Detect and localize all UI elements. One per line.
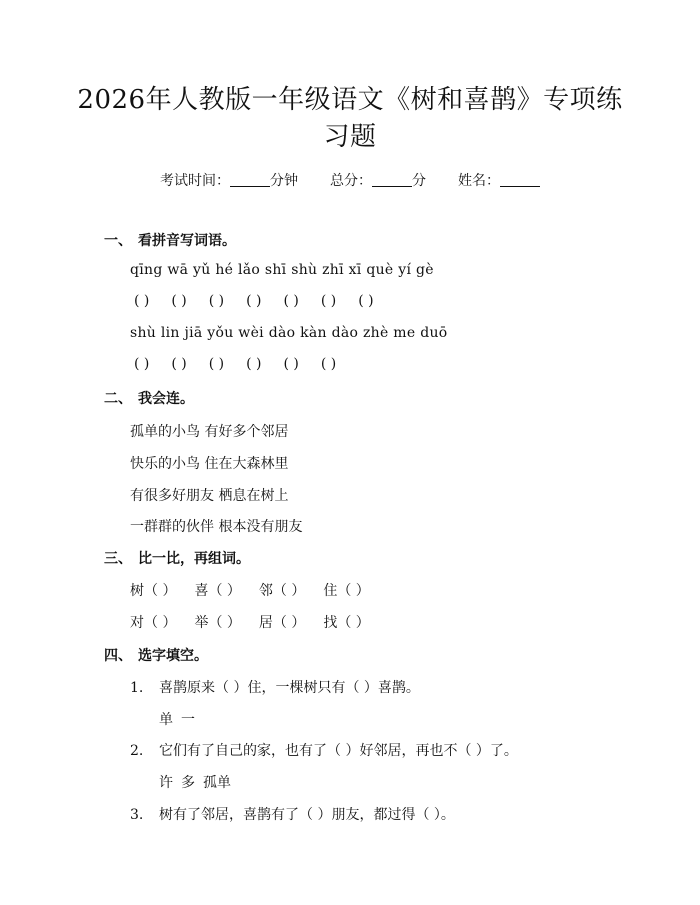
word-group-item[interactable]: 举（ ） (194, 615, 241, 631)
name-blank (500, 174, 540, 187)
section-3-heading: 三、 比一比，再组词。 (104, 551, 250, 567)
answer-blank[interactable]: ( ) (171, 293, 187, 309)
exam-info-line (0, 170, 700, 190)
option: 孤单 (203, 775, 231, 791)
word-group-row-1 (130, 580, 388, 600)
pinyin-line-1: qīng wā yǔ hé lǎo shī shù zhī xī què yí gè (130, 262, 434, 278)
match-line: 孤单的小鸟 有好多个邻居 (130, 424, 289, 440)
answer-blank[interactable]: ( ) (358, 293, 374, 309)
word-group-item[interactable]: 喜（ ） (194, 583, 241, 599)
blank-row-1 (134, 293, 396, 309)
section-1-heading: 一、 看拼音写词语。 (104, 233, 236, 249)
score-label: 总分： (330, 173, 372, 189)
option: 一 (181, 712, 195, 728)
score-blank (372, 174, 412, 187)
word-group-item[interactable]: 居（ ） (258, 615, 306, 631)
word-group-item[interactable]: 邻（ ） (258, 583, 306, 599)
answer-blank[interactable]: ( ) (283, 356, 299, 372)
question-text: 它们有了自己的家，也有了（ ）好邻居，再也不（ ）了。 (159, 743, 518, 759)
match-line: 快乐的小鸟 住在大森林里 (130, 456, 289, 472)
answer-blank[interactable]: ( ) (171, 356, 187, 372)
answer-blank[interactable]: ( ) (246, 356, 262, 372)
match-line: 有很多好朋友 栖息在树上 (130, 488, 289, 504)
answer-blank[interactable]: ( ) (320, 293, 337, 309)
question-2-options (159, 772, 239, 792)
answer-blank[interactable]: ( ) (320, 356, 337, 372)
answer-blank[interactable]: ( ) (134, 356, 150, 372)
time-blank (230, 174, 270, 187)
option: 多 (181, 775, 195, 791)
answer-blank[interactable]: ( ) (208, 293, 225, 309)
match-line: 一群群的伙伴 根本没有朋友 (130, 519, 303, 535)
word-group-item[interactable]: 对（ ） (130, 615, 177, 631)
pinyin-line-2: shù lin jiā yǒu wèi dào kàn dào zhè me duō (130, 325, 448, 341)
answer-blank[interactable]: ( ) (208, 356, 225, 372)
score-unit: 分 (412, 173, 426, 189)
answer-blank[interactable]: ( ) (283, 293, 299, 309)
word-group-item[interactable]: 树（ ） (130, 583, 177, 599)
question-1-options (159, 709, 203, 729)
name-label: 姓名： (458, 173, 500, 189)
word-group-item[interactable]: 住（ ） (323, 583, 370, 599)
time-unit: 分钟 (270, 173, 298, 189)
page-title: 2026年人教版一年级语文《树和喜鹊》专项练习题 (77, 85, 623, 152)
question-number: 1. (130, 680, 144, 696)
time-label: 考试时间： (160, 173, 230, 189)
section-2-heading: 二、 我会连。 (104, 391, 194, 407)
word-group-row-2 (130, 612, 388, 632)
word-group-item[interactable]: 找（ ） (323, 615, 370, 631)
answer-blank[interactable]: ( ) (246, 293, 262, 309)
question-2 (130, 740, 518, 760)
section-4-heading: 四、 选字填空。 (104, 648, 208, 664)
question-3 (130, 804, 455, 824)
question-text: 喜鹊原来（ ）住，一棵树只有（ ）喜鹊。 (159, 680, 420, 696)
option: 许 (159, 775, 173, 791)
question-1 (130, 677, 420, 697)
question-number: 3. (130, 807, 144, 823)
question-text: 树有了邻居，喜鹊有了（ ）朋友，都过得（ ）。 (159, 807, 455, 823)
blank-row-2 (134, 356, 358, 372)
option: 单 (159, 712, 173, 728)
answer-blank[interactable]: ( ) (134, 293, 150, 309)
question-number: 2. (130, 743, 144, 759)
